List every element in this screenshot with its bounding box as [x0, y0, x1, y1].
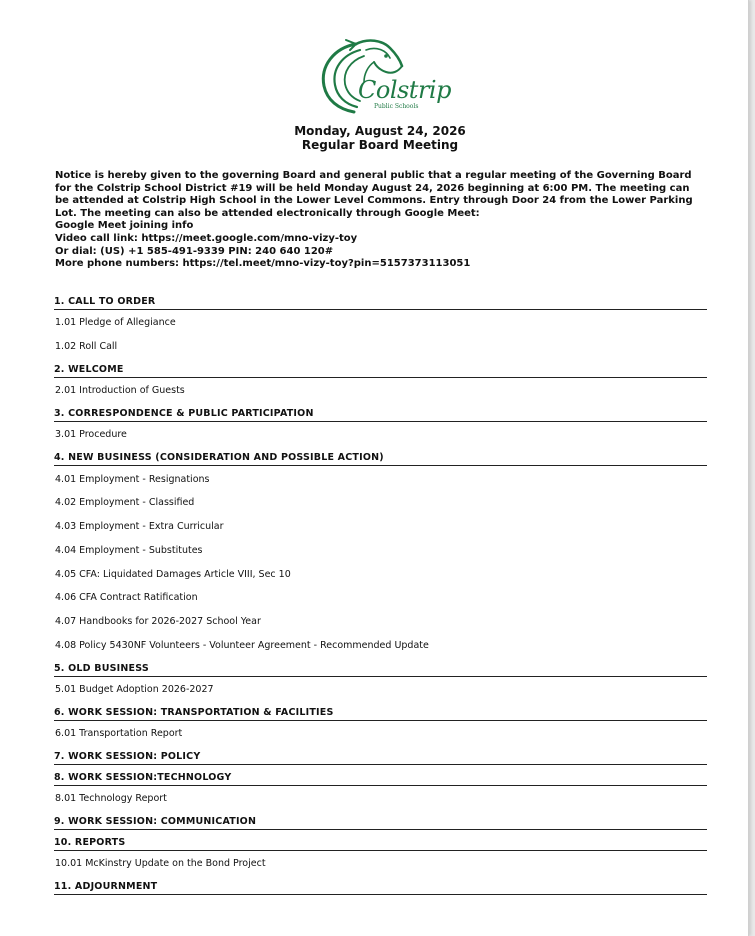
section-reports: 10. REPORTS: [54, 837, 707, 851]
agenda-item: 1.01 Pledge of Allegiance: [55, 317, 176, 328]
agenda-item: 4.04 Employment - Substitutes: [55, 545, 203, 556]
agenda-item: 6.01 Transportation Report: [55, 728, 183, 739]
agenda-item: 4.06 CFA Contract Ratification: [55, 592, 198, 603]
agenda-item: 3.01 Procedure: [55, 429, 127, 440]
section-welcome: 2. WELCOME: [54, 364, 707, 378]
section-policy: 7. WORK SESSION: POLICY: [54, 751, 707, 765]
agenda-item: 4.02 Employment - Classified: [55, 497, 195, 508]
notice-line: Google Meet joining info: [55, 220, 194, 232]
video-call-link[interactable]: Video call link: https://meet.google.com/mno-vizy-toy: [55, 232, 358, 244]
logo-subtitle: Public Schools: [374, 103, 419, 110]
phone-numbers-link[interactable]: More phone numbers: https://tel.meet/mno-vizy-toy?pin=5157373113051: [55, 258, 471, 270]
agenda-item: 4.03 Employment - Extra Curricular: [55, 521, 224, 532]
meeting-title: Regular Board Meeting: [301, 138, 459, 152]
section-new-business: 4. NEW BUSINESS (CONSIDERATION AND POSSIBLE ACTION): [54, 452, 707, 466]
dial-in-info: Or dial: (US) +1 585-491-9339 PIN: 240 640 120#: [55, 245, 334, 257]
section-technology: 8. WORK SESSION:TECHNOLOGY: [54, 772, 707, 786]
agenda-item: 5.01 Budget Adoption 2026-2027: [55, 684, 214, 695]
section-communication: 9. WORK SESSION: COMMUNICATION: [54, 816, 707, 830]
agenda-item: 4.07 Handbooks for 2026-2027 School Year: [55, 616, 261, 627]
agenda-item: 10.01 McKinstry Update on the Bond Project: [55, 858, 266, 869]
agenda-item: 4.05 CFA: Liquidated Damages Article VIII, Sec 10: [55, 569, 291, 580]
section-correspondence: 3. CORRESPONDENCE & PUBLIC PARTICIPATION: [54, 408, 707, 422]
agenda-item: 4.01 Employment - Resignations: [55, 474, 210, 485]
agenda-item: 1.02 Roll Call: [55, 341, 118, 352]
notice-line: be attended at Colstrip High School in the Lower Level Commons. Entry through Door 24 from the Lower Parking: [55, 195, 693, 207]
agenda-item: 4.08 Policy 5430NF Volunteers - Volunteer Agreement - Recommended Update: [55, 640, 429, 651]
logo-wordmark: Colstrip: [358, 76, 451, 104]
meeting-date: Monday, August 24, 2026: [294, 124, 466, 138]
notice-line: for the Colstrip School District #19 will be held Monday August 24, 2026 beginning at 6:00 PM. The meeting can: [55, 182, 690, 194]
section-old-business: 5. OLD BUSINESS: [54, 663, 707, 677]
meeting-notice: [55, 170, 710, 271]
notice-line: Lot. The meeting can also be attended electronically through Google Meet:: [55, 207, 480, 219]
section-transportation-facilities: 6. WORK SESSION: TRANSPORTATION & FACILITIES: [54, 707, 707, 721]
agenda-item: 2.01 Introduction of Guests: [55, 385, 185, 396]
agenda-item: 8.01 Technology Report: [55, 793, 167, 804]
section-call-to-order: 1. CALL TO ORDER: [54, 296, 707, 310]
notice-line: Notice is hereby given to the governing Board and general public that a regular meeting of the Governing Board: [55, 170, 692, 181]
section-adjournment: 11. ADJOURNMENT: [54, 881, 707, 895]
